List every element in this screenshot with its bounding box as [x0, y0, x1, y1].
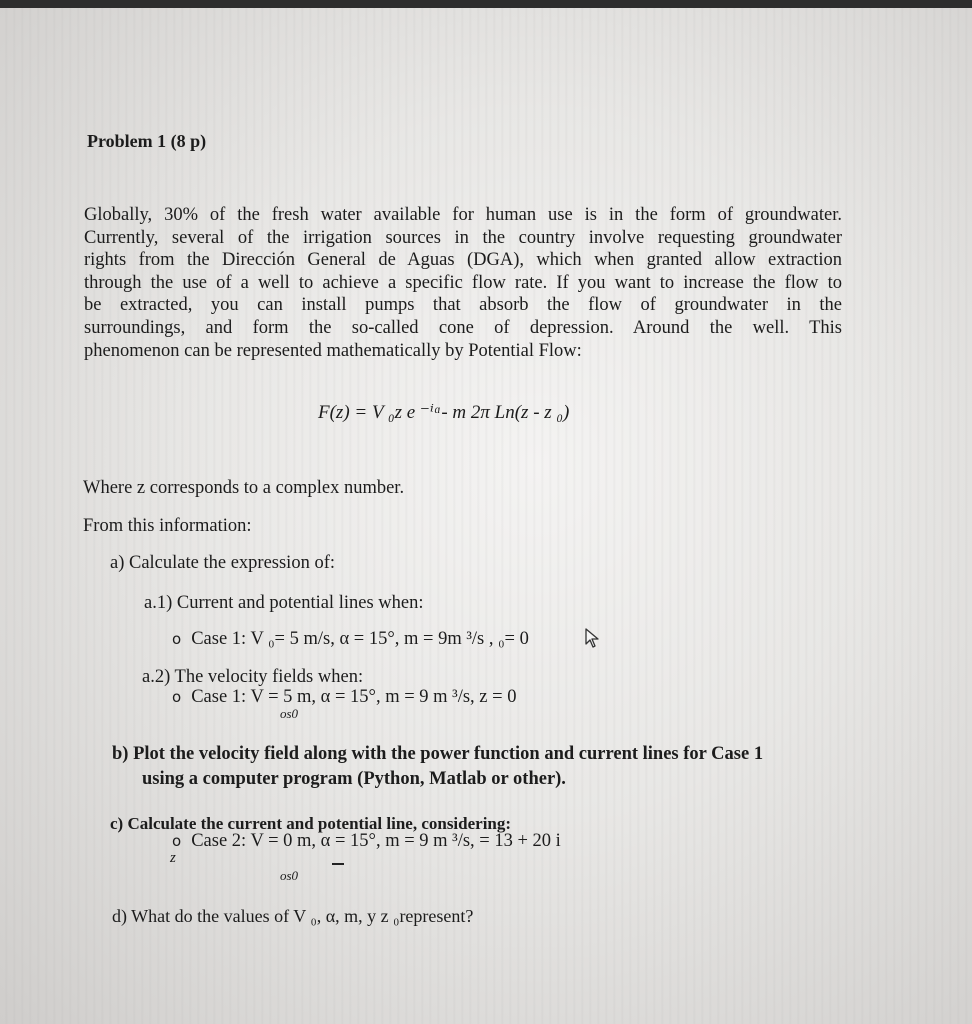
case1-a2 — [172, 686, 516, 708]
document-page — [0, 8, 972, 1024]
question-a2: a.2) The velocity fields when: — [142, 667, 364, 687]
intro-line: Globally, 30% of the fresh water available for human use is in the form of groundwater. — [84, 205, 842, 225]
case1-a1 — [172, 628, 529, 650]
case2-subscript: os0 — [280, 868, 299, 883]
intro-line: surroundings, and form the so-called cone of depression. Around the well. This — [84, 317, 842, 338]
intro-paragraph — [84, 204, 842, 362]
question-a1: a.1) Current and potential lines when: — [144, 593, 424, 613]
case1-a2-text: Case 1: V = 5 m, α = 15°, m = 9 m ³/s, z = 0 — [191, 687, 517, 707]
question-a: a) Calculate the expression of: — [110, 553, 335, 573]
intro-line: rights from the Dirección General de Aguas (DGA), which when granted allow extraction — [84, 250, 842, 271]
case1-a1-text: Case 1: V ₀= 5 m/s, α = 15°, m = 9m ³/s , ₀= 0 — [191, 629, 529, 649]
bullet: o — [172, 832, 182, 850]
potential-flow-formula: F(z) = V ₀z e ⁻ⁱᵅ- m 2π Ln(z - z ₀) — [318, 402, 570, 423]
question-b-line1: b) Plot the velocity field along with the power function and current lines for Case 1 — [112, 744, 764, 764]
question-b-line2: using a computer program (Python, Matlab or other). — [142, 769, 566, 789]
problem-title: Problem 1 (8 p) — [87, 131, 207, 151]
intro-line: phenomenon can be represented mathematically by Potential Flow: — [84, 340, 582, 361]
intro-line: through the use of a well to achieve a specific flow rate. If you want to increase the flow to — [84, 272, 842, 293]
intro-line: Currently, several of the irrigation sources in the country involve requesting groundwater — [84, 227, 842, 248]
photo-top-edge — [0, 0, 972, 8]
from-text: From this information: — [83, 516, 252, 536]
case1-a2-subscript: os0 — [280, 706, 299, 721]
bullet: o — [172, 688, 182, 706]
case2-c — [172, 830, 561, 852]
intro-line: be extracted, you can install pumps that absorb the flow of groundwater in the — [84, 295, 842, 316]
case2-z-label: z — [170, 850, 176, 866]
case2-c-text: Case 2: V = 0 m, α = 15°, m = 9 m ³/s, = 13 + 20 i — [191, 831, 561, 851]
mouse-pointer-icon — [584, 628, 602, 648]
question-d: d) What do the values of V ₀, α, m, y z ₀represent? — [112, 906, 474, 926]
bullet: o — [172, 630, 182, 648]
dash-mark — [332, 863, 344, 865]
question-c: c) Calculate the current and potential line, considering: — [110, 814, 512, 833]
where-text: Where z corresponds to a complex number. — [83, 478, 405, 498]
